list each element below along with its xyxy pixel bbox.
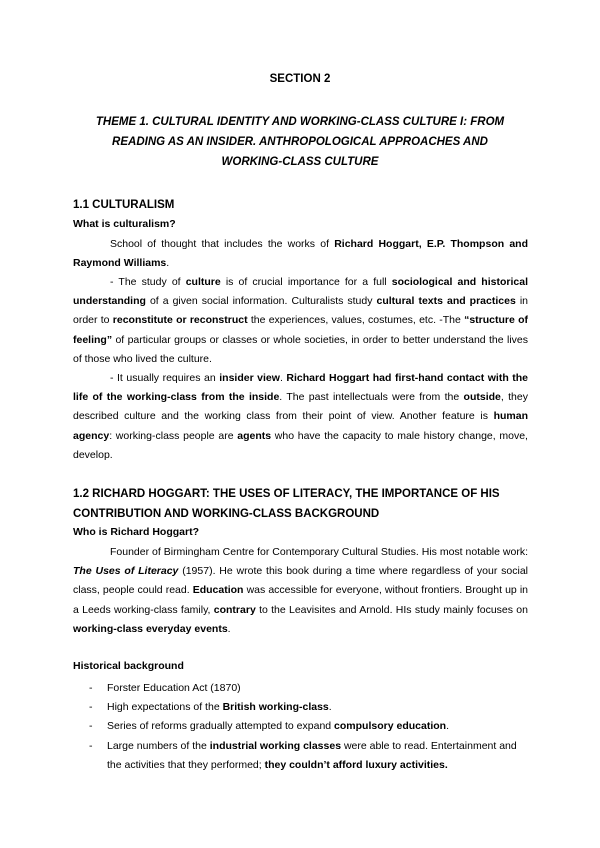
bold-text: Richard Hoggart had first-hand contact with the life of the working-class from the inside bbox=[73, 372, 529, 404]
text: Founder of Birmingham Centre for Contemporary Cultural Studies. His most notable work: bbox=[110, 546, 528, 558]
text: , they described culture and the working class from their point of view. Another feature is bbox=[73, 391, 528, 423]
subheading-historical-background: Historical background bbox=[73, 660, 184, 672]
text: (1957). He wrote this book during a time where regardless of your social class, people could read. bbox=[73, 565, 528, 597]
bold-text: Richard Hoggart, E.P. Thompson and Raymond Williams bbox=[73, 238, 528, 270]
paragraph bbox=[73, 369, 528, 465]
list-dash: - bbox=[89, 701, 93, 714]
list-item bbox=[73, 717, 528, 736]
bold-text: “structure of feeling” bbox=[73, 314, 529, 346]
list-item bbox=[73, 737, 528, 775]
text: Series of reforms gradually attempted to expand bbox=[107, 720, 335, 733]
text: were able to read. Entertainment and the activities that they performed; bbox=[107, 739, 517, 771]
text: to the Leavisites and Arnold. HIs study mainly focuses on bbox=[255, 603, 528, 616]
paragraph bbox=[73, 235, 528, 273]
paragraph bbox=[73, 543, 528, 639]
bold-text: insider view bbox=[219, 372, 280, 384]
bold-text: reconstitute or reconstruct bbox=[112, 314, 248, 327]
subheading-what-is-culturalism: What is culturalism? bbox=[73, 218, 176, 230]
historical-background-list bbox=[73, 679, 528, 775]
theme-title bbox=[82, 112, 518, 172]
text: . The past intellectuals were from the bbox=[279, 391, 464, 404]
theme-title-line: WORKING-CLASS CULTURE bbox=[221, 156, 379, 168]
text: . bbox=[166, 257, 170, 270]
bold-text: Education bbox=[192, 584, 244, 597]
bold-text: contrary bbox=[213, 603, 256, 616]
theme-title-line: READING AS AN INSIDER. ANTHROPOLOGICAL APPROACHES AND bbox=[112, 136, 488, 148]
list-dash: - bbox=[89, 720, 93, 733]
text: School of thought that includes the works of bbox=[110, 238, 335, 250]
theme-title-line: THEME 1. CULTURAL IDENTITY AND WORKING-CLASS CULTURE I: FROM bbox=[95, 116, 505, 128]
bold-text: cultural texts and practices bbox=[376, 295, 516, 308]
text: . bbox=[279, 372, 287, 384]
text: . bbox=[446, 720, 449, 733]
bold-text: human agency bbox=[73, 410, 528, 442]
text: . bbox=[227, 622, 231, 635]
heading-richard-hoggart: 1.2 RICHARD HOGGART: THE USES OF LITERACY, THE IMPORTANCE OF HIS CONTRIBUTION AND WORKING-CLASS BACKGROUND bbox=[73, 488, 500, 520]
paragraph bbox=[73, 273, 528, 369]
text: : working-class people are bbox=[109, 429, 238, 442]
list-item bbox=[73, 698, 528, 717]
text: was accessible for everyone, without frontiers. Brought up in a Leeds working-class family, bbox=[73, 584, 528, 616]
text: Large numbers of the bbox=[107, 739, 210, 752]
bold-text: they couldn’t afford luxury activities. bbox=[264, 758, 448, 771]
bold-text: British working-class bbox=[222, 701, 329, 714]
bold-text: working-class everyday events bbox=[73, 622, 228, 635]
section-title: SECTION 2 bbox=[269, 73, 331, 85]
bold-text: outside bbox=[463, 391, 501, 404]
heading-culturalism: 1.1 CULTURALISM bbox=[73, 199, 175, 211]
text: of a given social information. Culturalists study bbox=[145, 295, 377, 308]
bold-text: compulsory education bbox=[334, 720, 447, 733]
text: . bbox=[328, 701, 332, 714]
list-item bbox=[73, 679, 528, 698]
list-dash: - bbox=[89, 682, 93, 694]
bold-italic-text: The Uses of Literacy bbox=[73, 565, 179, 578]
text: in order to bbox=[73, 295, 528, 327]
text: High expectations of the bbox=[107, 701, 223, 714]
bold-text: industrial working classes bbox=[209, 739, 342, 752]
subheading-who-is-richard-hoggart: Who is Richard Hoggart? bbox=[73, 526, 199, 538]
bold-text: culture bbox=[185, 276, 221, 288]
text: the experiences, values, costumes, etc. -The bbox=[247, 314, 465, 327]
text: Forster Education Act (1870) bbox=[107, 682, 241, 694]
text: who have the capacity to male history change, move, develop. bbox=[73, 429, 528, 461]
text: of particular groups or classes or whole societies, in order to better understand the lives of those who lived the culture. bbox=[73, 333, 528, 365]
text: is of crucial importance for a full bbox=[220, 276, 392, 288]
text: - It usually requires an bbox=[110, 372, 220, 384]
bold-text: agents bbox=[237, 429, 272, 442]
list-dash: - bbox=[89, 739, 93, 752]
bold-text: sociological and historical understanding bbox=[73, 276, 528, 308]
text: - The study of bbox=[110, 276, 186, 288]
